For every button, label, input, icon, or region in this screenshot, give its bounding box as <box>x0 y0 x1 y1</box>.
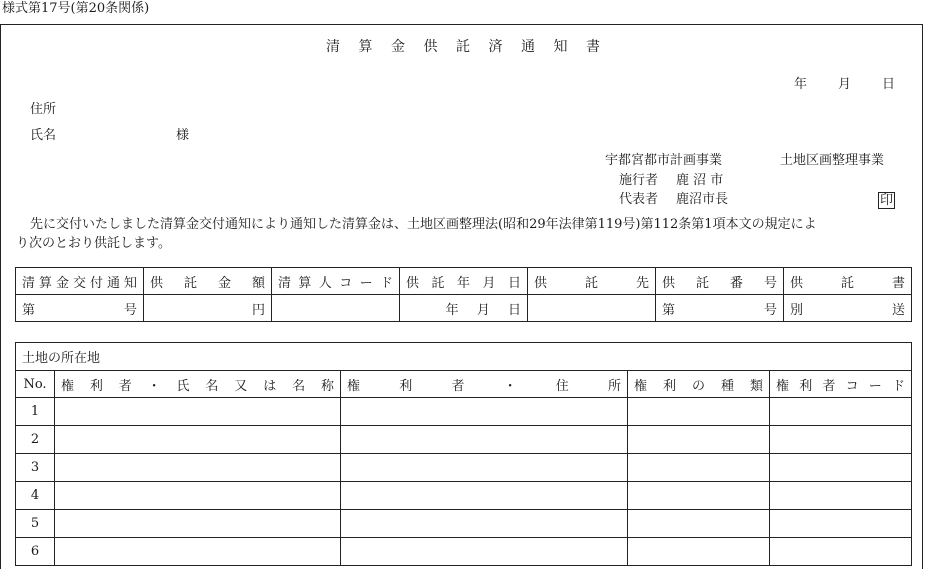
document-title: 清算金供託済通知書 <box>326 39 600 55</box>
header-liquidator-code: 清算人コード <box>272 268 400 295</box>
row-number: 1 <box>16 398 55 426</box>
cell-day: 日 <box>507 302 521 318</box>
deposit-table <box>15 267 912 322</box>
row-number: 3 <box>16 454 55 482</box>
row-number: 6 <box>16 538 55 566</box>
table-row <box>16 538 912 566</box>
yen-unit: 円 <box>251 302 265 318</box>
cell-deposit-date <box>400 295 528 322</box>
project-type: 土地区画整理事業 <box>780 153 885 168</box>
cell-deposit-number <box>656 295 784 322</box>
deposit-value-row <box>16 295 912 322</box>
executor-value: 鹿 沼 市 <box>676 173 724 188</box>
notice-suffix: 号 <box>123 302 137 318</box>
land-title-row <box>16 343 912 371</box>
representative-value: 鹿沼市長 <box>676 192 729 207</box>
row-number: 4 <box>16 482 55 510</box>
table-row <box>16 510 912 538</box>
address-label: 住所 <box>30 102 57 117</box>
header-holder-name: 権利者・氏名又は名称 <box>55 371 341 398</box>
header-deposit-office: 供託先 <box>528 268 656 295</box>
honorific: 様 <box>176 128 190 143</box>
header-number: No. <box>16 371 55 398</box>
table-row <box>16 454 912 482</box>
table-row <box>16 398 912 426</box>
cell-settlement-notice <box>16 295 144 322</box>
header-right-type: 権利の種類 <box>628 371 770 398</box>
land-header-row <box>16 371 912 398</box>
row-number: 2 <box>16 426 55 454</box>
cell-deposit-office <box>528 295 656 322</box>
executor-label: 施行者 <box>619 173 659 188</box>
cell-deposit-document <box>784 295 912 322</box>
header-deposit-document: 供託書 <box>784 268 912 295</box>
number-prefix: 第 <box>662 302 676 318</box>
date-month: 月 <box>838 77 852 92</box>
table-row <box>16 426 912 454</box>
land-location-title: 土地の所在地 <box>16 343 912 371</box>
header-holder-address: 権利者・住所 <box>341 371 628 398</box>
header-deposit-number: 供託番号 <box>656 268 784 295</box>
document-suffix: 送 <box>891 302 905 318</box>
number-suffix: 号 <box>763 302 777 318</box>
header-holder-code: 権利者コード <box>770 371 912 398</box>
table-row <box>16 482 912 510</box>
deposit-header-row <box>16 268 912 295</box>
cell-liquidator-code <box>272 295 400 322</box>
header-settlement-notice: 清算金交付通知 <box>16 268 144 295</box>
project-name: 宇都宮都市計画事業 <box>605 153 723 168</box>
date-day: 日 <box>882 77 896 92</box>
cell-month: 月 <box>476 302 490 318</box>
date-year: 年 <box>794 77 808 92</box>
header-deposit-amount: 供託金額 <box>144 268 272 295</box>
header-deposit-date: 供託年月日 <box>400 268 528 295</box>
seal-mark: 印 <box>880 193 894 208</box>
body-line-2: り次のとおり供託します。 <box>16 236 171 251</box>
row-number: 5 <box>16 510 55 538</box>
form-number: 様式第17号(第20条関係) <box>2 1 150 16</box>
notice-prefix: 第 <box>22 302 36 318</box>
representative-label: 代表者 <box>619 192 659 207</box>
land-table <box>15 342 912 566</box>
cell-year: 年 <box>445 302 459 318</box>
cell-deposit-amount <box>144 295 272 322</box>
document-prefix: 別 <box>790 302 804 318</box>
body-line-1: 先に交付いたしました清算金交付通知により通知した清算金は、土地区画整理法(昭和29年法律第119号)第112条第1項本文の規定によ <box>30 217 817 232</box>
name-label: 氏名 <box>30 128 57 143</box>
